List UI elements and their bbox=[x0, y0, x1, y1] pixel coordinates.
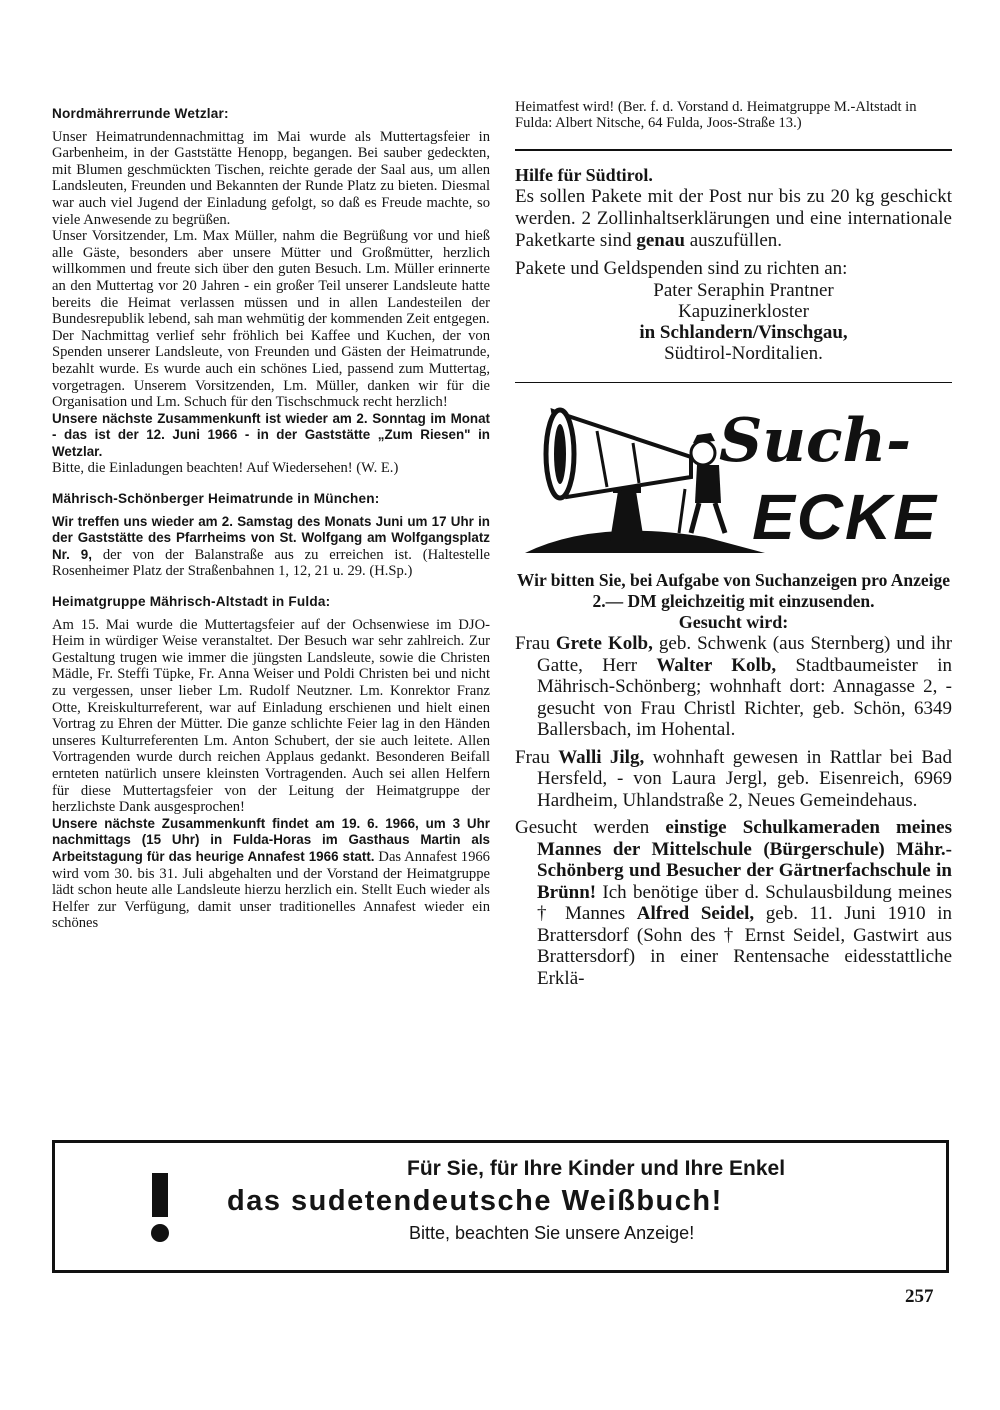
emphasis: genau bbox=[636, 230, 685, 251]
section-heading-fulda: Heimatgruppe Mährisch-Altstadt in Fulda: bbox=[52, 594, 331, 610]
notice-text: Wir bitten Sie, bei Aufgabe von Suchanzeigen pro Anzeige 2.— DM gleichzeitig mit einzusenden. bbox=[516, 570, 951, 611]
banner-line-1: Für Sie, für Ihre Kinder und Ihre Enkel bbox=[407, 1157, 786, 1180]
paragraph: Pakete und Geldspenden sind zu richten an: bbox=[515, 258, 848, 279]
address-line: in Schlandern/Vinschgau, bbox=[639, 322, 848, 343]
banner-line-3: Bitte, beachten Sie unsere Anzeige! bbox=[409, 1223, 695, 1243]
meeting-announcement: Wir treffen uns wieder am 2. Samstag des Monats Juni um 17 Uhr in der Gaststätte des Pfarrheims von St. Wolfgang am Wolfgangsplatz Nr. 9, bbox=[52, 513, 490, 562]
emphasis: Grete Kolb, bbox=[555, 633, 653, 654]
text: auszufüllen. bbox=[684, 230, 783, 251]
address-line: Pater Seraphin Prantner bbox=[653, 280, 834, 301]
hill-shape bbox=[525, 531, 765, 553]
weissbuch-banner bbox=[52, 1140, 949, 1273]
paragraph bbox=[515, 186, 952, 252]
gesucht-heading: Gesucht wird: bbox=[678, 612, 789, 632]
paragraph bbox=[52, 514, 490, 580]
paragraph: Der Nachmittag verlief sehr fröhlich bei Kaffee und Kuchen, der von Spenden unserer Landsleute, von Freunden und Gästen der Heimatrunde, bezahlt wurde. Es wurde auch ein schönes Lied, passend zum Muttertag, vorgetragen. Unserem Vorsitzenden, Lm. Müller, danken wir für die Organisation und Lm. Schuch für den Tischschmuck recht herzlich! bbox=[52, 327, 490, 411]
left-column bbox=[52, 106, 490, 932]
emphasis: Walter Kolb, bbox=[656, 654, 777, 676]
such-ecke-logo bbox=[515, 391, 952, 559]
text: Ich benötige über d. Schulausbildung meines † Mannes bbox=[537, 881, 952, 924]
text: Das Annafest 1966 wird vom 30. bis 31. Juli abgehalten und der Vorstand der Heimatgruppe lädt schon heute alle Landsleute hierzu herzlich ein. Stellt Euch wieder als Helfer zur Verfügung, damit unser traditionelles Annafest wieder ein schönes bbox=[52, 848, 490, 932]
right-column bbox=[515, 99, 952, 995]
page-number: 257 bbox=[905, 1286, 934, 1307]
search-entry bbox=[515, 817, 952, 989]
divider bbox=[515, 382, 952, 383]
person-icon bbox=[691, 441, 715, 465]
section-heading-muenchen: Mährisch-Schönberger Heimatrunde in München: bbox=[52, 491, 380, 507]
divider bbox=[515, 149, 952, 151]
text: der von der Balanstraße aus zu erreichen ist. (Haltestelle Rosenheimer Platz der Straßenbahnen 1, 12, 21 u. 29. (H.Sp.) bbox=[52, 546, 490, 580]
text: Frau bbox=[515, 746, 559, 768]
section-heading-wetzlar: Nordmährerrunde Wetzlar: bbox=[52, 106, 229, 121]
section-heading-hilfe: Hilfe für Südtirol. bbox=[515, 165, 653, 185]
emphasis: einstige Schulkameraden meines Mannes der Mittelschule (Bürgerschule) Mähr.-Schönberg und Besucher der Gärtnerfachschule in Brünn! bbox=[537, 817, 952, 903]
continued-text: Heimatfest wird! (Ber. f. d. Vorstand d. Heimatgruppe M.-Altstadt in Fulda: Albert Nitsche, 64 Fulda, Joos-Straße 13.) bbox=[515, 99, 917, 131]
text: Frau bbox=[515, 633, 556, 654]
tower-shape bbox=[610, 491, 644, 541]
text: Stadtbaumeister in Mährisch-Schönberg; wohnhaft dort: Annagasse 2, - gesucht von Frau Christl Richter, geb. Schön, 6349 Ballersbach, im Hohental. bbox=[537, 654, 952, 740]
meeting-announcement: Unsere nächste Zusammenkunft ist wieder am 2. Sonntag im Monat - das ist der 12. Juni 1966 - in der Gaststätte „Zum Riesen" in Wetzlar. bbox=[52, 410, 490, 459]
emphasis: Alfred Seidel, bbox=[636, 903, 755, 924]
paragraph: Bitte, die Einladungen beachten! Auf Wiedersehen! (W. E.) bbox=[52, 460, 399, 477]
address-line: Kapuzinerkloster bbox=[678, 301, 809, 322]
paragraph: Unser Vorsitzender, Lm. Max Müller, nahm die Begrüßung vor und hieß alle Gäste, besonders aber unsere Mütter und Großmütter, herzlich willkommen und freute sich über den guten Besuch. Lm. Müller erinnerte an den Muttertag vor 20 Jahren - ein großer Teil unserer Landsleute hatte bereits die Heimat verlassen müssen und in allen Landesteilen der Bundesrepublik lebend, sah man wehmütig der kommenden Zeit entgegen. bbox=[52, 228, 490, 328]
paragraph bbox=[52, 816, 490, 932]
meeting-announcement: Unsere nächste Zusammenkunft findet am 19. 6. 1966, um 3 Uhr nachmittags (15 Uhr) in Fulda-Horas im Gasthaus Martin als Arbeitstagung für das heurige Annafest 1966 statt. bbox=[52, 815, 490, 864]
paragraph: Unser Heimatrundennachmittag im Mai wurde als Muttertagsfeier in Garbenheim, in der Gaststätte Henopp, begangen. Bei sauber gedeckten, mit Blumen geschmückten Tischen, reichte gerade der Saal aus, um allen Landsleuten, Freunden und Bekannten der Runde Platz zu bieten. Diesmal war auch viel Jugend der Einladung gefolgt, so daß es Freude machte, so viele Anwesende zu begrüßen. bbox=[52, 128, 490, 228]
text: geb. Schwenk (aus Sternberg) und ihr Gatte, Herr bbox=[537, 633, 953, 676]
emphasis: Walli Jilg, bbox=[558, 746, 645, 768]
text: Gesucht werden bbox=[515, 817, 666, 838]
text: geb. 11. Juni 1910 in Brattersdorf (Sohn des † Ernst Seidel, Gastwirt aus Brattersdorf) in einer Rentensache eidesstattliche Erklä- bbox=[537, 903, 952, 989]
search-entry bbox=[515, 747, 952, 812]
address-line: Südtirol-Norditalien. bbox=[664, 343, 823, 364]
such-word: Such- bbox=[718, 406, 912, 476]
paragraph: Am 15. Mai wurde die Muttertagsfeier auf der Ochsenwiese im DJO-Heim in würdiger Weise veranstaltet. Der Besuch war sehr zahlreich. Zur Gestaltung trugen wie immer die jüngsten Landsleute, sowie die Christen Mädle, Fr. Steffi Tüpke, Fr. Anna Weiser und Poldi Christen bei und nicht zu vergessen, unser lieber Lm. Rudolf Neutzner. Lm. Konrektor Franz Otte, Kreiskulturreferent, war auf Einladung erschienen und hielt einen Vortrag zu Ehren der Mütter. Die ganze schlichte Feier lag in den Händen unseres Kulturreferenten Lm. Anton Schubert, der sie auch leitete. Allen Vortragenden wurde durch reichen Applaus gedankt. Besonderen Beifall ernteten natürlich unsere kleinsten Vortragenden. Auch sei allen Helfern für diese Muttertagsfeier von der Leitung der Heimatgruppe der herzlichste Dank ausgesprochen! bbox=[52, 616, 490, 816]
banner-line-2: das sudetendeutsche Weißbuch! bbox=[227, 1185, 723, 1217]
ecke-word: ECKE bbox=[752, 481, 938, 553]
exclamation-icon bbox=[147, 1173, 173, 1245]
text: wohnhaft gewesen in Rattlar bei Bad Hersfeld, - von Laura Jergl, geb. Eisenreich, 6969 Hardheim, Uhlandstraße 2, Neues Gemeindehaus. bbox=[537, 746, 952, 811]
text: Es sollen Pakete mit der Post nur bis zu 20 kg geschickt werden. 2 Zollinhaltserklärungen und eine internationale Paketkarte sind bbox=[515, 186, 952, 251]
search-entry bbox=[515, 633, 952, 741]
